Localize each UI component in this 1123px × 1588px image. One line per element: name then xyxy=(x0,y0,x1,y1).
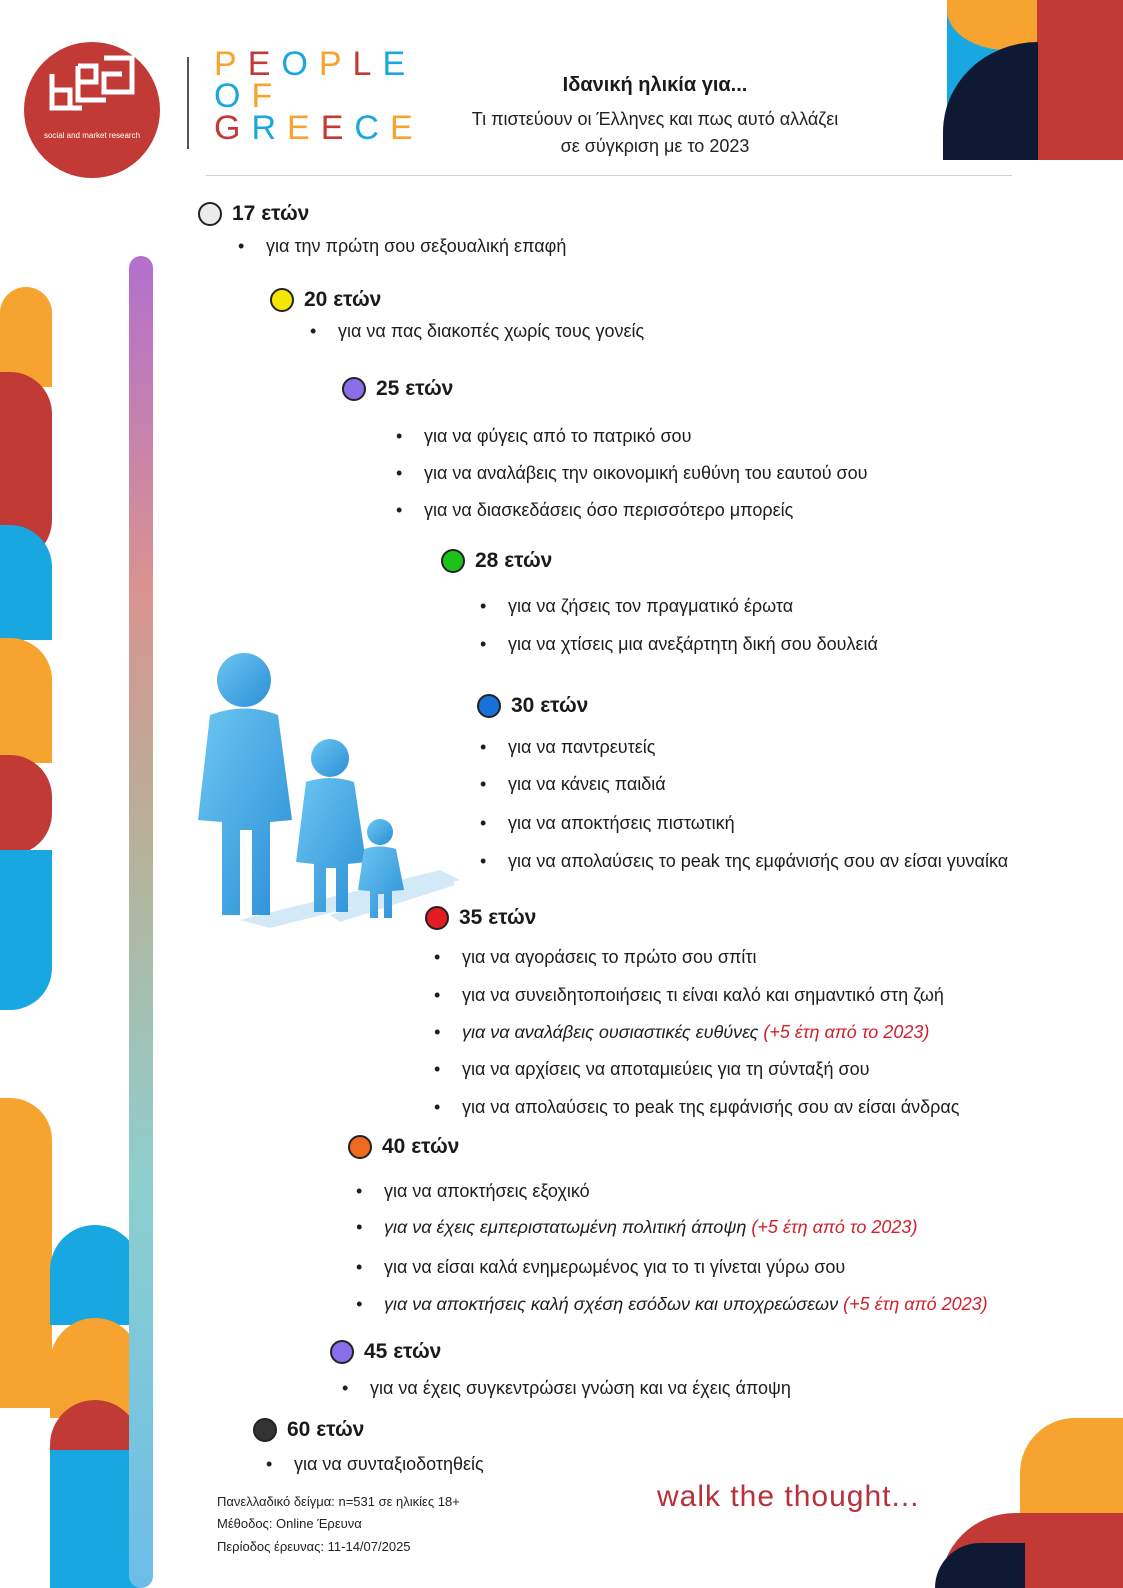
brand-line-2: OF xyxy=(214,77,284,115)
list-item: • για να παντρευτείς xyxy=(480,736,655,758)
age-dot-icon xyxy=(477,694,501,718)
footer-period: Περίοδος έρευνας: 11-14/07/2025 xyxy=(217,1539,411,1554)
list-item: • για να αγοράσεις το πρώτο σου σπίτι xyxy=(434,946,756,968)
age-dot-icon xyxy=(330,1340,354,1364)
age-dot-icon xyxy=(441,549,465,573)
list-item: • για να αναλάβεις ουσιαστικές ευθύνες (+5 έτη από το 2023) xyxy=(434,1021,929,1043)
list-item: • για να συνειδητοποιήσεις τι είναι καλό και σημαντικό στη ζωή xyxy=(434,984,944,1006)
age-label: 17 ετών xyxy=(232,202,310,225)
age-label: 25 ετών xyxy=(376,377,454,400)
footer-method: Μέθοδος: Online Έρευνα xyxy=(217,1516,362,1531)
age-label: 60 ετών xyxy=(287,1418,365,1441)
list-item: • για να ζήσεις τον πραγματικό έρωτα xyxy=(480,595,793,617)
change-note: (+5 έτη από το 2023) xyxy=(763,1022,930,1042)
list-item: • για να αποκτήσεις πιστωτική xyxy=(480,812,735,834)
brand-divider xyxy=(187,57,189,149)
age-label: 30 ετών xyxy=(511,694,589,717)
list-item: • για να αποκτήσεις καλή σχέση εσόδων και υποχρεώσεων (+5 έτη από 2023) xyxy=(356,1293,988,1315)
footer-sample: Πανελλαδικό δείγμα: n=531 σε ηλικίες 18+ xyxy=(217,1494,460,1509)
age-heading xyxy=(330,1340,441,1364)
list-item: • για να έχεις συγκεντρώσει γνώση και να έχεις άποψη xyxy=(342,1377,791,1399)
list-item: • για την πρώτη σου σεξουαλική επαφή xyxy=(238,235,566,257)
header-divider xyxy=(206,175,1012,176)
list-item: • για να απολαύσεις το peak της εμφάνισής σου αν είσαι γυναίκα xyxy=(480,850,1008,872)
age-dot-icon xyxy=(253,1418,277,1442)
logo-mark-icon xyxy=(48,52,136,122)
age-label: 35 ετών xyxy=(459,906,537,929)
tagline: walk the thought... xyxy=(657,1480,920,1513)
age-label: 40 ετών xyxy=(382,1135,460,1158)
list-item: • για να φύγεις από το πατρικό σου xyxy=(396,425,691,447)
age-heading xyxy=(270,288,381,312)
list-item: • για να πας διακοπές χωρίς τους γονείς xyxy=(310,320,644,342)
page-title: Ιδανική ηλικία για... xyxy=(562,74,748,96)
age-dot-icon xyxy=(425,906,449,930)
age-dot-icon xyxy=(198,202,222,226)
list-item: • για να είσαι καλά ενημερωμένος για το τι γίνεται γύρω σου xyxy=(356,1256,845,1278)
age-label: 28 ετών xyxy=(475,549,553,572)
age-heading xyxy=(348,1135,459,1159)
timeline-bar xyxy=(129,256,153,1588)
age-dot-icon xyxy=(348,1135,372,1159)
list-item: • για να διασκεδάσεις όσο περισσότερο μπορείς xyxy=(396,499,793,521)
decor-red-block xyxy=(1034,0,1123,160)
logo-subtext: social and market research xyxy=(43,131,141,140)
list-item: • για να αποκτήσεις εξοχικό xyxy=(356,1180,590,1202)
page-subtitle: Τι πιστεύουν οι Έλληνες και πως αυτό αλλάζει σε σύγκριση με το 2023 xyxy=(471,109,839,156)
decor-left-pills xyxy=(0,0,52,1588)
age-heading xyxy=(198,202,309,226)
list-item: • για να συνταξιοδοτηθείς xyxy=(266,1453,484,1475)
age-dot-icon xyxy=(342,377,366,401)
list-item: • για να αναλάβεις την οικονομική ευθύνη του εαυτού σου xyxy=(396,462,868,484)
list-item: • για να κάνεις παιδιά xyxy=(480,773,666,795)
brand-line-3: GREECE xyxy=(214,109,424,147)
age-heading xyxy=(253,1418,364,1442)
age-heading xyxy=(477,694,588,718)
age-label: 20 ετών xyxy=(304,288,382,311)
age-label: 45 ετών xyxy=(364,1340,442,1363)
age-heading xyxy=(441,549,552,573)
age-heading xyxy=(342,377,453,401)
list-item: • για να αρχίσεις να αποταμιεύεις για τη σύνταξή σου xyxy=(434,1058,869,1080)
list-item: • για να απολαύσεις το peak της εμφάνισής σου αν είσαι άνδρας xyxy=(434,1096,959,1118)
change-note: (+5 έτη από το 2023) xyxy=(751,1217,918,1237)
brand-line-1: PEOPLE xyxy=(214,45,417,83)
decor-bottom-right xyxy=(1020,1418,1123,1588)
family-illustration-icon xyxy=(180,640,460,930)
list-item: • για να χτίσεις μια ανεξάρτητη δική σου δουλειά xyxy=(480,633,878,655)
change-note: (+5 έτη από 2023) xyxy=(843,1294,988,1314)
age-dot-icon xyxy=(270,288,294,312)
age-heading xyxy=(425,906,536,930)
list-item: • για να έχεις εμπεριστατωμένη πολιτική άποψη (+5 έτη από το 2023) xyxy=(356,1216,917,1238)
